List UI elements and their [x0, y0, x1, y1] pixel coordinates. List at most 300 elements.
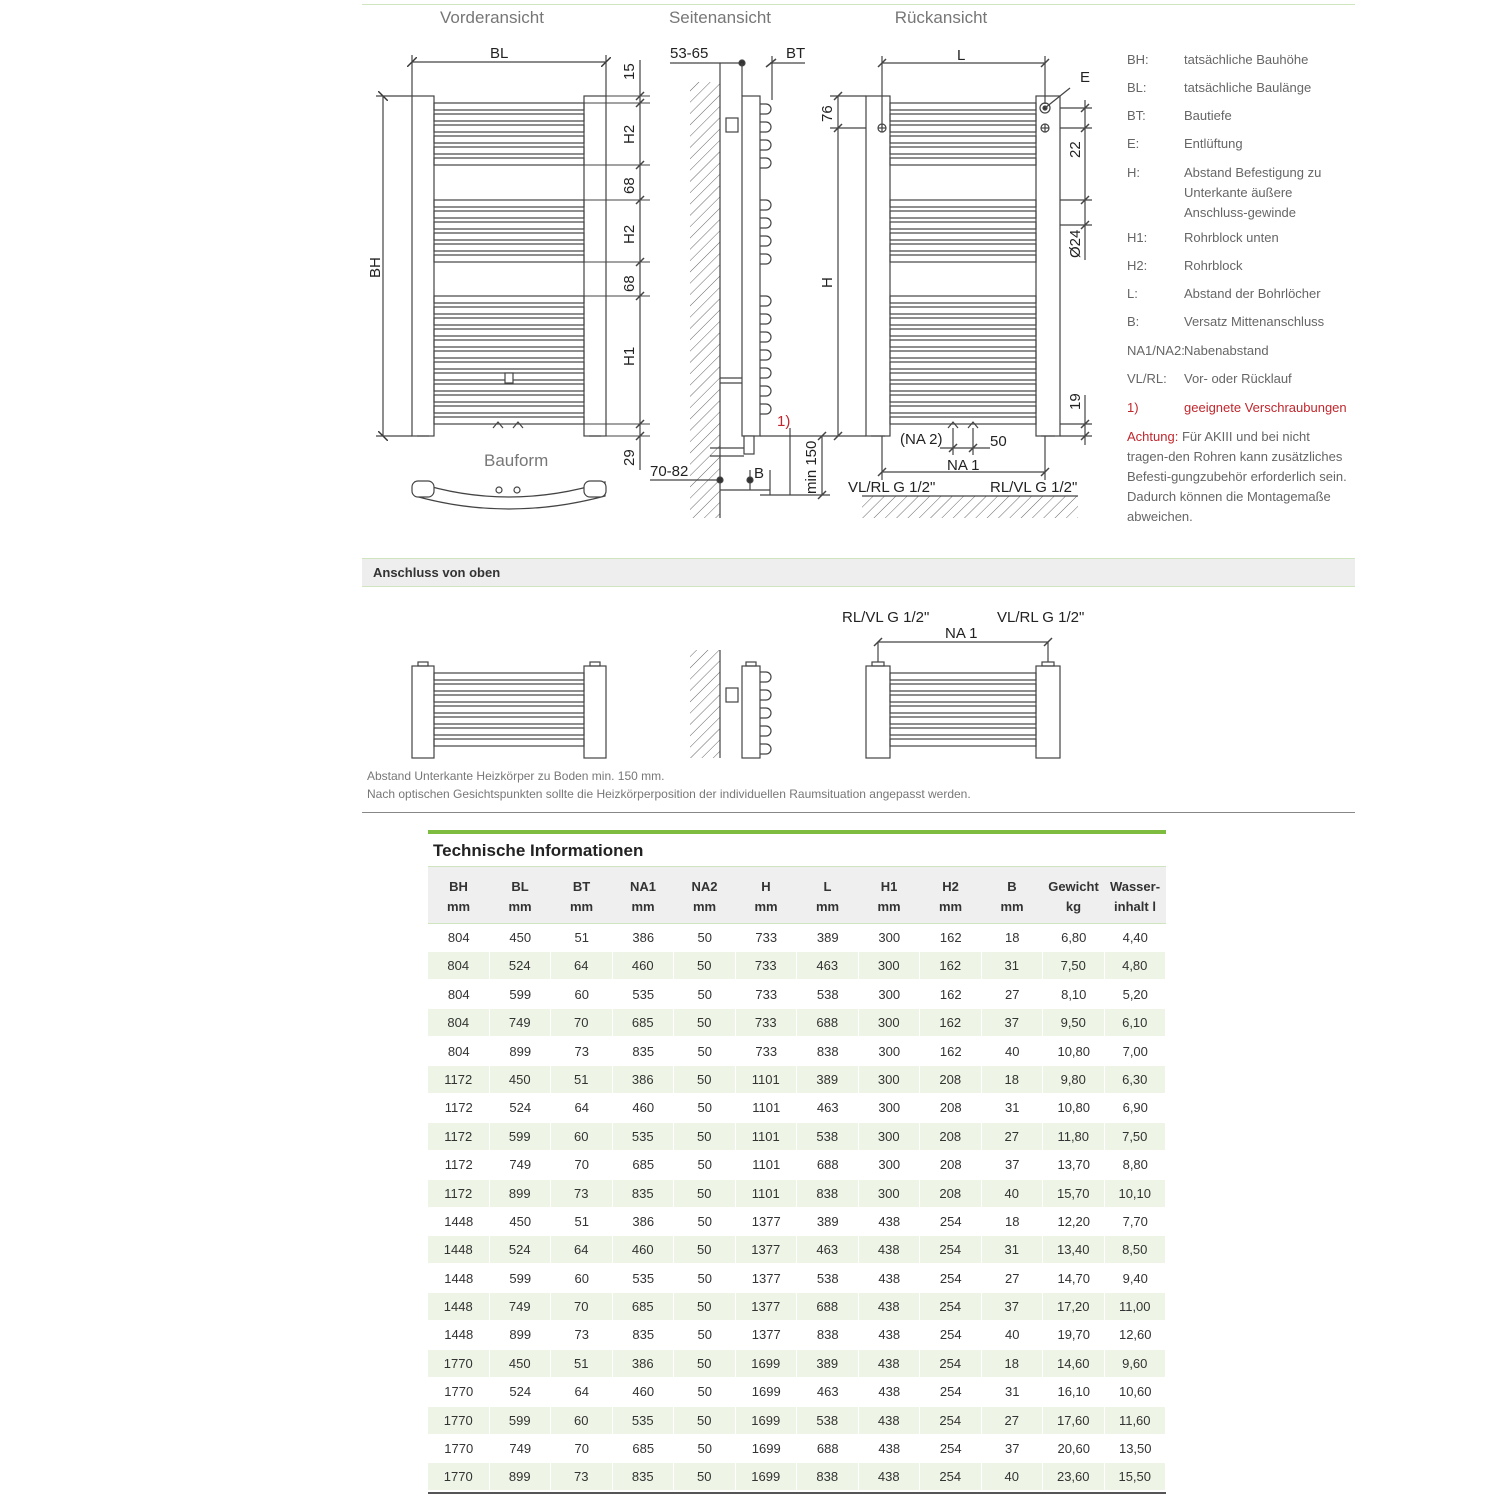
table-cell: 6,80 — [1061, 930, 1087, 945]
table-cell: 438 — [878, 1327, 901, 1343]
table-cell: 450 — [509, 930, 532, 945]
table-cell: 535 — [632, 986, 655, 1002]
table-cell: 73 — [574, 1043, 589, 1059]
back-view — [830, 56, 1092, 518]
table-cell: 208 — [920, 1066, 982, 1093]
table-cell: 14,70 — [1057, 1270, 1091, 1286]
table-cell: 835 — [632, 1327, 655, 1343]
table-cell: 40 — [982, 1463, 1044, 1490]
table-cell: 300 — [878, 1100, 901, 1116]
table-row — [428, 1293, 1166, 1321]
table-cell: 460 — [632, 1100, 655, 1116]
conn-left: VL/RL G 1/2" — [848, 479, 936, 496]
table-cell: 208 — [920, 1123, 982, 1150]
top-conn-right: VL/RL G 1/2" — [997, 609, 1085, 626]
table-cell: 8,50 — [1105, 1236, 1167, 1263]
table-cell: 254 — [939, 1327, 962, 1343]
table-cell: 6,30 — [1105, 1066, 1167, 1093]
table-cell: 11,00 — [1105, 1293, 1167, 1320]
table-cell: 749 — [509, 1157, 532, 1173]
dim-l: L — [957, 47, 966, 64]
table-cell: 70 — [574, 1157, 589, 1173]
table-cell: 1377 — [736, 1236, 798, 1263]
table-cell: 835 — [613, 1180, 675, 1207]
table-cell: 599 — [490, 1123, 552, 1150]
table-cell: 27 — [1005, 1270, 1020, 1286]
table-cell: 73 — [574, 1327, 589, 1343]
table-cell: 438 — [859, 1407, 921, 1434]
table-cell: 749 — [490, 1293, 552, 1320]
legend-key: 1) — [1127, 400, 1139, 415]
separator — [362, 812, 1355, 813]
table-cell: 389 — [816, 930, 839, 945]
notes — [367, 767, 971, 803]
table-cell: 40 — [1005, 1327, 1020, 1343]
bauform-label: Bauform — [484, 451, 549, 470]
table-cell: 7,50 — [1043, 952, 1105, 979]
column-header-unit: kg — [1065, 899, 1082, 914]
table-cell: 50 — [697, 1270, 712, 1286]
table-cell: 51 — [551, 1350, 613, 1377]
legend-value: Rohrblock — [1184, 258, 1243, 273]
table-cell: 386 — [632, 930, 655, 945]
table-cell: 688 — [816, 1157, 839, 1173]
table-accent-bar — [428, 830, 1166, 834]
front-view — [376, 55, 650, 470]
vent-e: E — [1080, 69, 1091, 86]
table-cell: 1172 — [444, 1100, 473, 1116]
column-header-name: BT — [572, 879, 591, 894]
table-cell: 899 — [490, 1463, 552, 1490]
dim-na1: NA 1 — [947, 457, 980, 474]
table-cell: 1448 — [428, 1293, 490, 1320]
dim-bh: BH — [367, 257, 384, 278]
table-cell: 50 — [674, 1407, 736, 1434]
dim-bt: BT — [786, 45, 806, 62]
table-cell: 1172 — [428, 1066, 490, 1093]
table-cell: 50 — [674, 1180, 736, 1207]
table-cell: 7,50 — [1105, 1123, 1167, 1150]
table-cell: 40 — [1005, 1043, 1020, 1059]
column-header-name: BL — [511, 879, 529, 894]
table-cell: 14,60 — [1043, 1350, 1105, 1377]
table-cell: 1377 — [736, 1293, 798, 1320]
column-header-name: Gewicht — [1048, 879, 1099, 894]
table-cell: 162 — [920, 1009, 982, 1036]
table-cell: 749 — [509, 1441, 532, 1457]
table-cell: 1101 — [752, 1100, 781, 1116]
column-header-name: H2 — [942, 879, 959, 894]
table-cell: 450 — [490, 1066, 552, 1093]
legend-key: H2: — [1127, 258, 1148, 273]
column-header-unit: mm — [446, 899, 471, 914]
table-cell: 733 — [736, 952, 798, 979]
table-cell: 804 — [428, 952, 490, 979]
table-cell: 60 — [574, 1270, 589, 1286]
table-cell: 27 — [982, 1123, 1044, 1150]
table-cell: 20,60 — [1057, 1441, 1091, 1457]
dim-22: 22 — [1067, 141, 1084, 158]
table-cell: 1101 — [736, 1180, 798, 1207]
table-row — [428, 1236, 1166, 1264]
table-cell: 254 — [939, 1441, 962, 1457]
table-cell: 685 — [632, 1157, 655, 1173]
table-row — [428, 1123, 1166, 1151]
table-cell: 389 — [797, 1066, 859, 1093]
table-cell: 70 — [551, 1009, 613, 1036]
table-cell: 463 — [797, 952, 859, 979]
column-header — [1043, 877, 1104, 917]
table-cell: 50 — [674, 952, 736, 979]
table-cell: 300 — [859, 1009, 921, 1036]
table-cell: 1448 — [444, 1327, 474, 1343]
table-cell: 460 — [632, 1384, 655, 1400]
column-header — [551, 877, 612, 917]
table-cell: 524 — [490, 1236, 552, 1263]
column-header-unit: mm — [569, 899, 594, 914]
column-header-name: NA2 — [691, 879, 718, 894]
table-cell: 1377 — [751, 1270, 781, 1286]
table-cell: 64 — [574, 1100, 589, 1116]
table-cell: 300 — [878, 1043, 901, 1059]
table-cell: 804 — [428, 1009, 490, 1036]
table-cell: 1699 — [736, 1407, 798, 1434]
note-text: Für AKIII und bei nicht tragen-den Rohren kann zusätzliches Befesti-gungzubehör erforderlich sein. Dadurch können die Montagemaße abweichen. — [1127, 429, 1347, 524]
table-cell: 804 — [447, 930, 470, 945]
table-cell: 208 — [939, 1100, 962, 1116]
legend-key: H1: — [1127, 230, 1148, 245]
legend-value: Versatz Mittenanschluss — [1184, 314, 1325, 329]
top-connection-drawing — [412, 638, 1060, 758]
table-cell: 599 — [490, 1407, 552, 1434]
table-cell: 538 — [816, 1270, 839, 1286]
column-header-name: L — [823, 879, 832, 894]
table-cell: 64 — [551, 1236, 613, 1263]
column-header-name: BH — [449, 879, 468, 894]
table-cell: 535 — [613, 1123, 675, 1150]
table-cell: 1699 — [751, 1441, 781, 1457]
table-cell: 18 — [1005, 930, 1020, 945]
table-cell: 749 — [490, 1009, 552, 1036]
table-cell: 1101 — [736, 1066, 798, 1093]
dim-dia24: Ø24 — [1067, 229, 1084, 258]
table-cell: 1699 — [751, 1384, 781, 1400]
table-cell: 389 — [797, 1350, 859, 1377]
table-cell: 5,20 — [1122, 986, 1148, 1002]
table-cell: 300 — [859, 1066, 921, 1093]
table-row — [428, 1463, 1166, 1491]
note-line: Abstand Unterkante Heizkörper zu Boden min. 150 mm. — [367, 769, 665, 783]
table-cell: 804 — [447, 986, 470, 1002]
table-cell: 688 — [797, 1009, 859, 1036]
table-cell: 70 — [574, 1441, 589, 1457]
column-header — [490, 877, 551, 917]
table-cell: 1770 — [428, 1463, 490, 1490]
table-cell: 1377 — [751, 1213, 781, 1229]
table-row — [428, 1435, 1166, 1463]
legend-key: NA1/NA2: — [1127, 343, 1185, 358]
table-row — [428, 1066, 1166, 1094]
dim-19: 19 — [1067, 393, 1084, 410]
table-cell: 1101 — [736, 1123, 798, 1150]
side-view-title: Seitenansicht — [668, 8, 772, 27]
table-cell: 386 — [632, 1213, 655, 1229]
table-cell: 73 — [551, 1463, 613, 1490]
table-cell: 50 — [697, 1327, 712, 1343]
table-cell: 899 — [509, 1327, 532, 1343]
table-cell: 50 — [674, 1009, 736, 1036]
table-cell: 50 — [697, 1441, 712, 1457]
column-header — [982, 877, 1043, 917]
table-cell: 733 — [755, 930, 778, 945]
table-cell: 524 — [509, 1100, 532, 1116]
section-header — [362, 558, 1355, 587]
table-cell: 254 — [920, 1350, 982, 1377]
column-header — [797, 877, 858, 917]
table-cell: 27 — [982, 1407, 1044, 1434]
table-cell: 1770 — [444, 1384, 474, 1400]
table-cell: 10,10 — [1105, 1180, 1167, 1207]
table-cell: 10,80 — [1057, 1100, 1091, 1116]
table-cell: 31 — [982, 952, 1044, 979]
table-cell: 50 — [674, 1463, 736, 1490]
table-cell: 1172 — [428, 1180, 490, 1207]
table-cell: 50 — [674, 1236, 736, 1263]
table-cell: 438 — [878, 1384, 901, 1400]
note-line: Nach optischen Gesichtspunkten sollte die Heizkörperposition der individuellen Raumsituation angepasst werden. — [367, 787, 971, 801]
table-cell: 31 — [1005, 1384, 1020, 1400]
table-cell: 438 — [859, 1463, 921, 1490]
table-cell: 50 — [697, 1157, 712, 1173]
table-cell: 254 — [939, 1213, 962, 1229]
table-cell: 538 — [797, 1123, 859, 1150]
column-header — [920, 877, 981, 917]
table-cell: 688 — [816, 1441, 839, 1457]
top-dim-na1: NA 1 — [945, 625, 978, 642]
table-cell: 9,40 — [1122, 1270, 1148, 1286]
table-cell: 162 — [939, 1043, 962, 1059]
column-header — [613, 877, 674, 917]
section-title: Anschluss von oben — [373, 565, 501, 580]
table-cell: 1172 — [428, 1123, 490, 1150]
column-header-unit: mm — [938, 899, 963, 914]
legend-value: Nabenabstand — [1184, 343, 1269, 358]
table-cell: 438 — [878, 1270, 901, 1286]
column-header-unit: inhalt l — [1114, 899, 1156, 914]
legend-value: Vor- oder Rücklauf — [1184, 371, 1292, 386]
table-cell: 460 — [613, 1236, 675, 1263]
table-cell: 18 — [982, 1066, 1044, 1093]
table-cell: 15,50 — [1105, 1463, 1167, 1490]
table-cell: 463 — [797, 1236, 859, 1263]
table-cell: 838 — [816, 1327, 839, 1343]
table-cell: 9,60 — [1105, 1350, 1167, 1377]
legend-key: VL/RL: — [1127, 371, 1167, 386]
table-cell: 50 — [697, 1213, 712, 1229]
table-cell: 899 — [490, 1180, 552, 1207]
table-cell: 7,00 — [1122, 1043, 1148, 1059]
dim-15: 15 — [621, 63, 638, 80]
table-cell: 6,90 — [1122, 1100, 1148, 1116]
table-cell: 438 — [859, 1293, 921, 1320]
note-label: Achtung: — [1127, 429, 1179, 444]
table-cell: 50 — [674, 1350, 736, 1377]
table-cell: 7,70 — [1122, 1213, 1148, 1229]
conn-right: RL/VL G 1/2" — [990, 479, 1078, 496]
table-cell: 50 — [697, 1384, 712, 1400]
table-cell: 4,80 — [1105, 952, 1167, 979]
table-row — [428, 924, 1166, 952]
table-cell: 438 — [859, 1350, 921, 1377]
table-row — [428, 1151, 1166, 1179]
table-cell: 300 — [859, 1180, 921, 1207]
table-cell: 11,60 — [1105, 1407, 1167, 1434]
table-cell: 40 — [982, 1180, 1044, 1207]
table-cell: 599 — [509, 986, 532, 1002]
table-cell: 1448 — [444, 1270, 474, 1286]
dim-68-b: 68 — [621, 275, 638, 292]
table-cell: 300 — [878, 1157, 901, 1173]
table-cell: 8,10 — [1061, 986, 1087, 1002]
dim-h1: H1 — [621, 346, 638, 366]
table-cell: 37 — [982, 1293, 1044, 1320]
table-cell: 23,60 — [1043, 1463, 1105, 1490]
table-cell: 1699 — [736, 1350, 798, 1377]
table-cell: 64 — [551, 952, 613, 979]
table-cell: 64 — [574, 1384, 589, 1400]
column-header — [674, 877, 735, 917]
column-header — [1105, 877, 1166, 917]
dim-na2: (NA 2) — [900, 431, 943, 448]
table-cell: 19,70 — [1057, 1327, 1091, 1343]
table-cell: 685 — [632, 1441, 655, 1457]
table-cell: 37 — [1005, 1441, 1020, 1457]
table-cell: 4,40 — [1122, 930, 1148, 945]
table-cell: 838 — [797, 1180, 859, 1207]
table-cell: 60 — [551, 1123, 613, 1150]
table-cell: 438 — [878, 1441, 901, 1457]
table-cell: 899 — [509, 1043, 532, 1059]
dim-min-150: min 150 — [803, 440, 820, 494]
table-cell: 538 — [797, 1407, 859, 1434]
column-header-name: Wasser- — [1109, 879, 1161, 894]
table-cell: 73 — [551, 1180, 613, 1207]
legend-value: Abstand der Bohrlöcher — [1184, 286, 1321, 301]
column-header-unit: mm — [754, 899, 778, 914]
table-row — [428, 1407, 1166, 1435]
table-cell: 1699 — [736, 1463, 798, 1490]
table-cell: 1770 — [444, 1441, 474, 1457]
dim-50: 50 — [990, 433, 1007, 450]
table-cell: 1448 — [444, 1213, 474, 1229]
table-cell: 50 — [697, 930, 712, 945]
dim-68-a: 68 — [621, 177, 638, 194]
table-cell: 208 — [920, 1180, 982, 1207]
table-cell: 50 — [674, 1066, 736, 1093]
table-cell: 254 — [939, 1384, 962, 1400]
table-cell: 60 — [551, 1407, 613, 1434]
table-cell: 9,80 — [1043, 1066, 1105, 1093]
table-cell: 254 — [920, 1407, 982, 1434]
table-cell: 37 — [982, 1009, 1044, 1036]
table-row — [428, 981, 1166, 1009]
column-header-name: H — [761, 879, 771, 894]
table-cell: 208 — [939, 1157, 962, 1173]
table-cell: 254 — [939, 1270, 962, 1286]
table-cell: 18 — [1005, 1213, 1020, 1229]
table-cell: 13,50 — [1118, 1441, 1152, 1457]
table-cell: 162 — [920, 952, 982, 979]
table-cell: 300 — [859, 952, 921, 979]
table-cell: 438 — [878, 1213, 901, 1229]
table-cell: 162 — [939, 986, 962, 1002]
table-cell: 438 — [859, 1236, 921, 1263]
dim-bl: BL — [490, 45, 509, 62]
table-cell: 50 — [697, 1043, 712, 1059]
table-cell: 389 — [816, 1213, 839, 1229]
table-cell: 535 — [613, 1407, 675, 1434]
legend-value: geeignete Verschraubungen — [1184, 400, 1347, 415]
table-row — [428, 1094, 1166, 1122]
table-cell: 50 — [674, 1293, 736, 1320]
table-cell: 1448 — [428, 1236, 490, 1263]
legend-value: Rohrblock unten — [1184, 230, 1279, 245]
table-cell: 599 — [509, 1270, 532, 1286]
table-cell: 1770 — [428, 1350, 490, 1377]
column-header-unit: mm — [815, 899, 840, 914]
footnote-1: 1) — [777, 413, 791, 430]
dim-b: B — [754, 465, 765, 482]
table-row — [428, 1265, 1166, 1293]
table-cell: 733 — [755, 986, 778, 1002]
table-cell: 13,40 — [1043, 1236, 1105, 1263]
table-cell: 27 — [1005, 986, 1020, 1002]
table-row — [428, 1350, 1166, 1378]
table-cell: 31 — [1005, 1100, 1020, 1116]
table-cell: 51 — [574, 1213, 589, 1229]
legend-key: BT: — [1127, 108, 1146, 123]
table-row — [428, 1378, 1166, 1406]
table-cell: 1770 — [428, 1407, 490, 1434]
table-cell: 535 — [632, 1270, 655, 1286]
table-cell: 838 — [797, 1463, 859, 1490]
table-cell: 804 — [447, 1043, 470, 1059]
table-cell: 254 — [920, 1293, 982, 1320]
table-cell: 450 — [509, 1213, 532, 1229]
table-cell: 688 — [797, 1293, 859, 1320]
table-cell: 1377 — [751, 1327, 781, 1343]
table-cell: 11,80 — [1043, 1123, 1105, 1150]
table-cell: 463 — [816, 1100, 839, 1116]
dim-53-65: 53-65 — [670, 45, 709, 62]
legend-value: Abstand Befestigung zu Unterkante äußere Anschluss-gewinde — [1184, 165, 1322, 220]
legend-key: H: — [1127, 165, 1140, 180]
column-header — [859, 877, 920, 917]
table-title: Technische Informationen — [433, 841, 644, 860]
table-cell: 8,80 — [1122, 1157, 1148, 1173]
table-row — [428, 952, 1166, 980]
table-cell: 524 — [490, 952, 552, 979]
column-header-unit: mm — [631, 899, 655, 914]
column-header-name: NA1 — [629, 879, 656, 894]
dim-29: 29 — [621, 449, 638, 466]
dim-70-82: 70-82 — [650, 463, 689, 480]
legend-value: Entlüftung — [1184, 136, 1243, 151]
mounting-note — [1127, 427, 1349, 527]
table-cell: 733 — [736, 1009, 798, 1036]
spec-table — [428, 924, 1166, 1492]
table-cell: 1101 — [752, 1157, 781, 1173]
